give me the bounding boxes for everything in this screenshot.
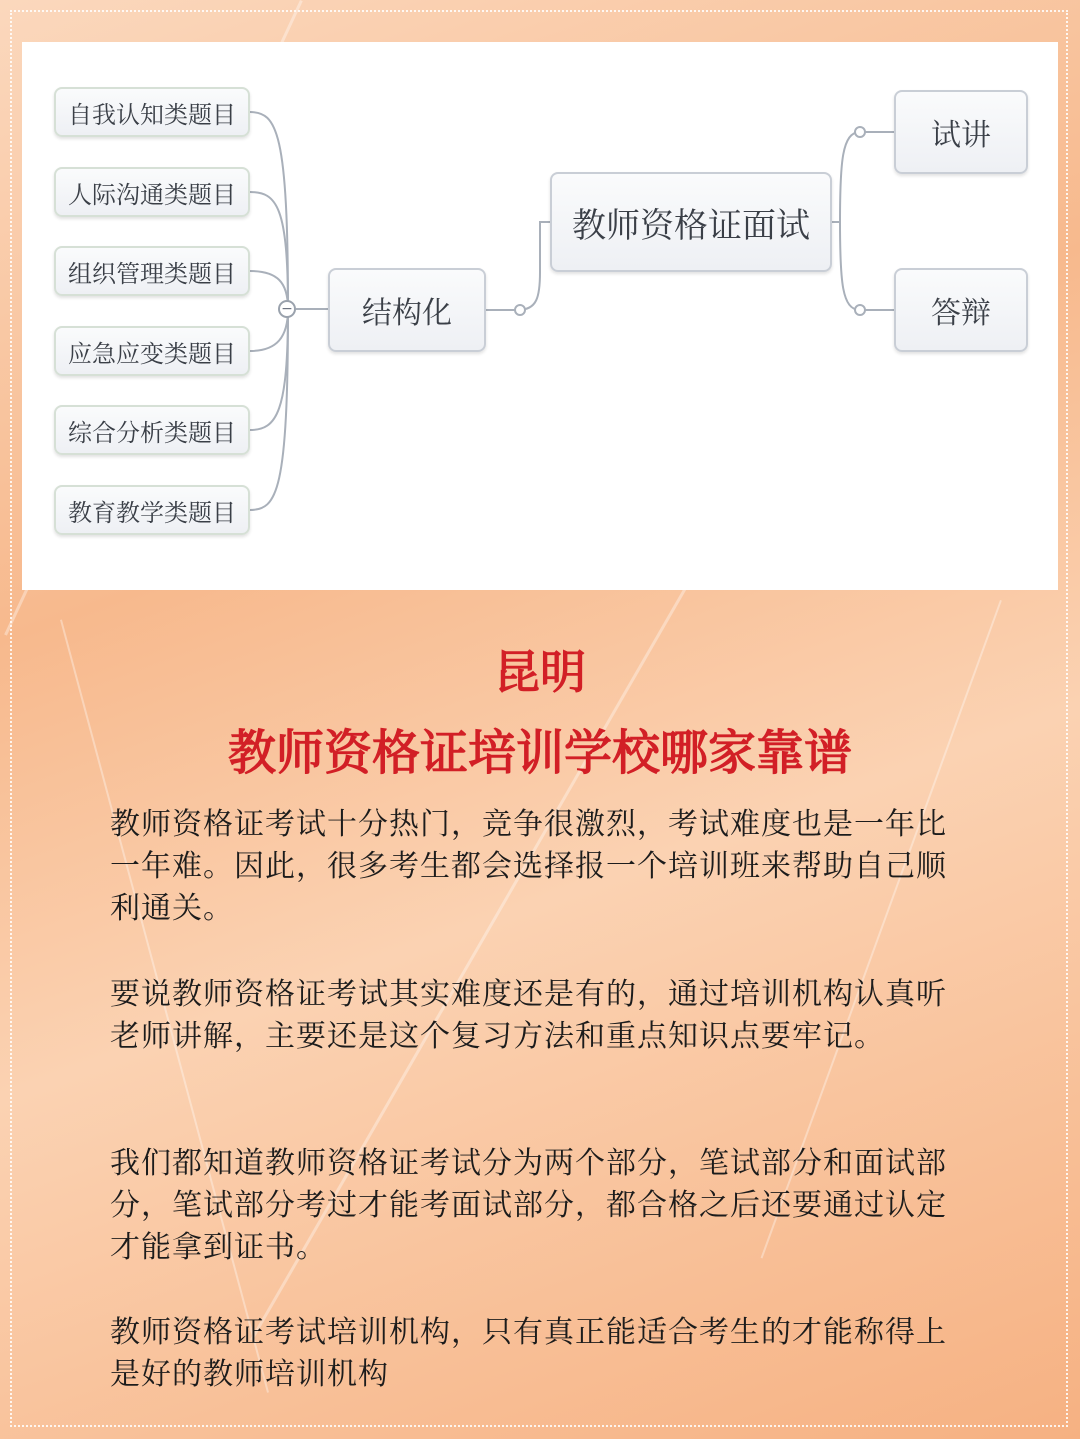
category-node-organization: 组织管理类题目 (54, 246, 250, 296)
paragraph-2: 要说教师资格证考试其实难度还是有的，通过培训机构认真听老师讲解，主要还是这个复习方法和重点知识点要牢记。 (110, 977, 947, 1054)
category-node-interpersonal: 人际沟通类题目 (54, 167, 250, 217)
collapse-toggle-icon[interactable]: − (278, 300, 296, 318)
paragraph-1: 教师资格证考试十分热门，竞争很激烈，考试难度也是一年比一年难。因此，很多考生都会选择报一个培训班来帮助自己顺利通关。 (110, 807, 947, 926)
category-node-self-awareness: 自我认知类题目 (54, 87, 250, 137)
category-node-emergency: 应急应变类题目 (54, 326, 250, 376)
connector-line (832, 222, 894, 310)
paragraph-3: 我们都知道教师资格证考试分为两个部分，笔试部分和面试部分，笔试部分考过才能考面试部分，都合格之后还要通过认定才能拿到证书。 (110, 1146, 947, 1265)
connector-line (832, 132, 894, 222)
branch-node-trial-lecture: 试讲 (894, 90, 1028, 174)
connector-line (250, 112, 288, 309)
heading-city: 昆明 (494, 645, 586, 699)
connector-dot (855, 127, 865, 137)
structured-node: 结构化 (328, 268, 486, 352)
connector-line (250, 309, 288, 510)
root-node: 教师资格证面试 (550, 172, 832, 272)
category-node-teaching: 教育教学类题目 (54, 485, 250, 535)
connector-line (250, 192, 288, 309)
category-node-analysis: 综合分析类题目 (54, 405, 250, 455)
connector-line (250, 309, 288, 430)
mind-map-panel (22, 42, 1058, 590)
connector-dot (515, 305, 525, 315)
paragraph-4: 教师资格证考试培训机构，只有真正能适合考生的才能称得上是好的教师培训机构 (110, 1315, 947, 1392)
branch-node-defense: 答辩 (894, 268, 1028, 352)
connector-line (486, 222, 550, 310)
heading-title: 教师资格证培训学校哪家靠谱 (227, 725, 852, 781)
connector-dot (855, 305, 865, 315)
